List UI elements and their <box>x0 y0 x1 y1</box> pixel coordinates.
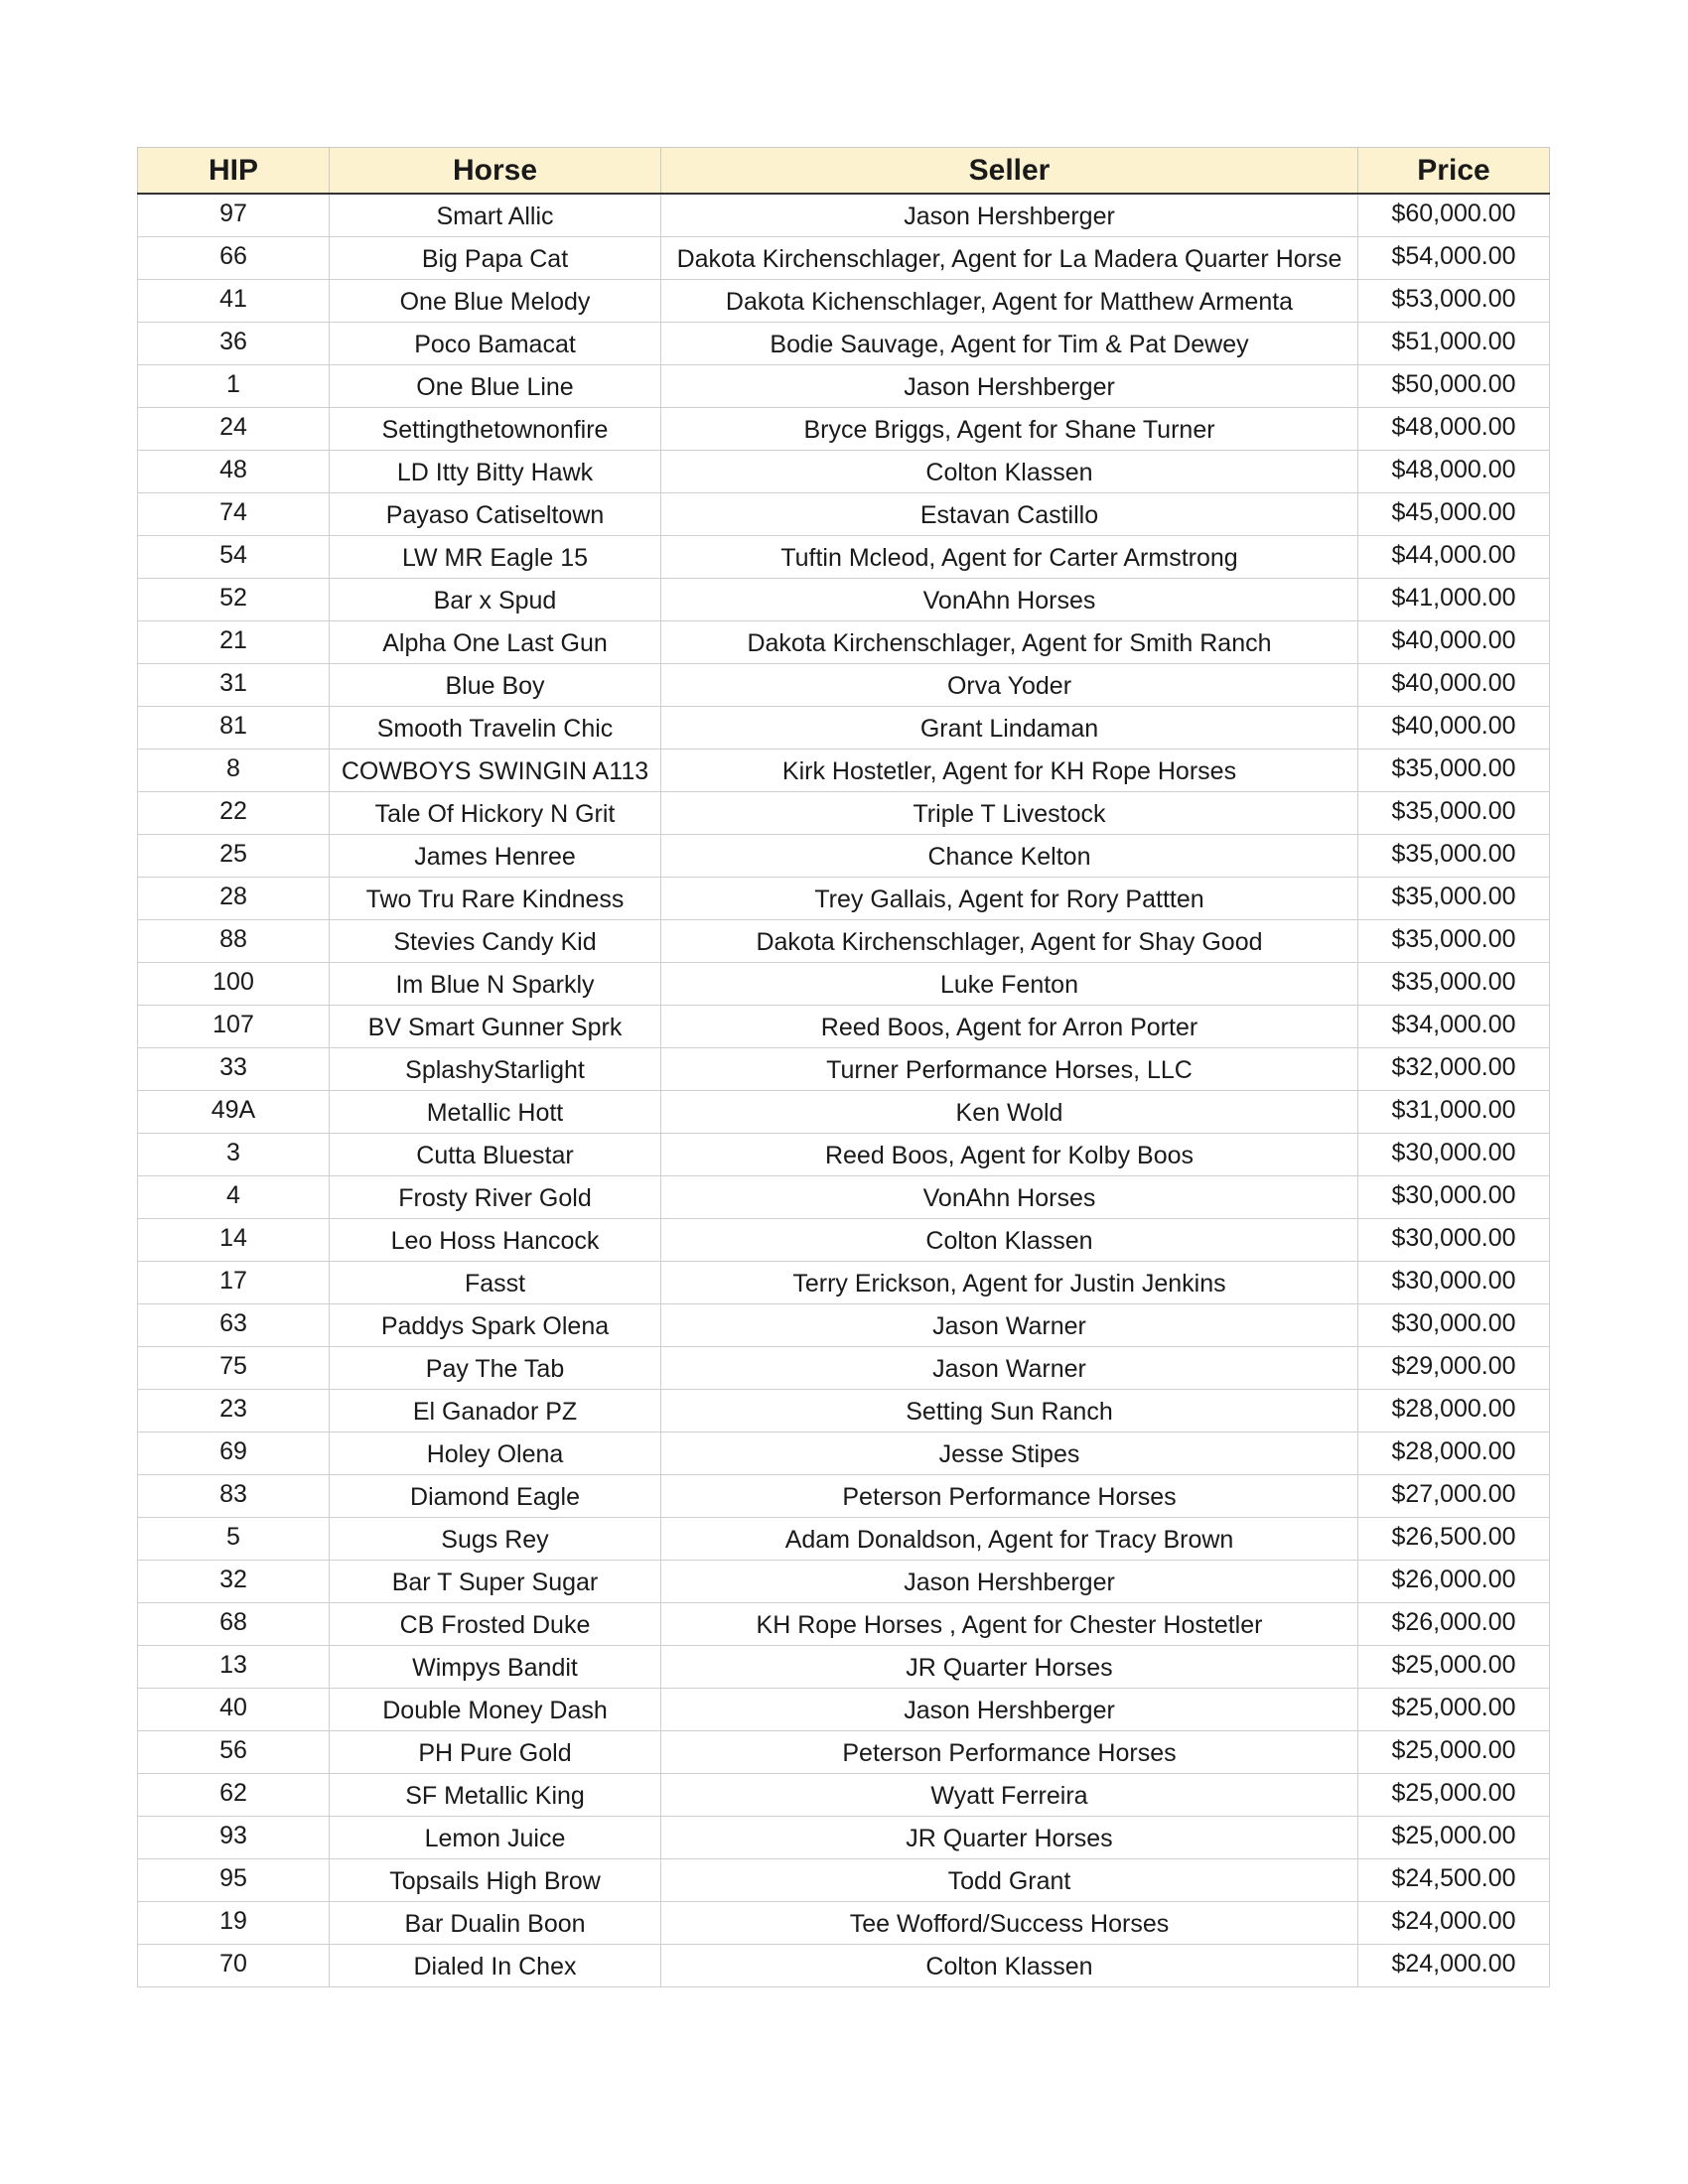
hip-cell: 4 <box>138 1176 330 1219</box>
horse-cell: LD Itty Bitty Hawk <box>330 451 661 493</box>
seller-cell: Peterson Performance Horses <box>661 1475 1358 1518</box>
horse-cell: Smart Allic <box>330 194 661 237</box>
seller-cell: Colton Klassen <box>661 1945 1358 1987</box>
table-row <box>138 1134 1550 1176</box>
seller-cell: VonAhn Horses <box>661 1176 1358 1219</box>
price-cell: $24,000.00 <box>1358 1902 1550 1945</box>
price-cell: $40,000.00 <box>1358 621 1550 664</box>
horse-cell: Cutta Bluestar <box>330 1134 661 1176</box>
price-cell: $30,000.00 <box>1358 1304 1550 1347</box>
seller-cell: Chance Kelton <box>661 835 1358 878</box>
seller-cell: Orva Yoder <box>661 664 1358 707</box>
table-row <box>138 1219 1550 1262</box>
price-cell: $50,000.00 <box>1358 365 1550 408</box>
table-row <box>138 1561 1550 1603</box>
seller-cell: Jason Hershberger <box>661 1689 1358 1731</box>
price-cell: $28,000.00 <box>1358 1390 1550 1433</box>
seller-cell: Turner Performance Horses, LLC <box>661 1048 1358 1091</box>
hip-cell: 28 <box>138 878 330 920</box>
table-row <box>138 579 1550 621</box>
horse-cell: Big Papa Cat <box>330 237 661 280</box>
price-cell: $25,000.00 <box>1358 1646 1550 1689</box>
price-cell: $35,000.00 <box>1358 835 1550 878</box>
price-cell: $31,000.00 <box>1358 1091 1550 1134</box>
price-cell: $26,000.00 <box>1358 1603 1550 1646</box>
price-cell: $35,000.00 <box>1358 878 1550 920</box>
horse-cell: PH Pure Gold <box>330 1731 661 1774</box>
seller-cell: Bryce Briggs, Agent for Shane Turner <box>661 408 1358 451</box>
horse-cell: Double Money Dash <box>330 1689 661 1731</box>
hip-cell: 81 <box>138 707 330 750</box>
hip-cell: 32 <box>138 1561 330 1603</box>
table-row <box>138 1945 1550 1987</box>
price-cell: $24,000.00 <box>1358 1945 1550 1987</box>
horse-cell: SF Metallic King <box>330 1774 661 1817</box>
table-row <box>138 280 1550 323</box>
hip-cell: 8 <box>138 750 330 792</box>
price-cell: $34,000.00 <box>1358 1006 1550 1048</box>
horse-cell: Bar x Spud <box>330 579 661 621</box>
table-row <box>138 750 1550 792</box>
seller-cell: Setting Sun Ranch <box>661 1390 1358 1433</box>
price-cell: $26,000.00 <box>1358 1561 1550 1603</box>
horse-cell: One Blue Line <box>330 365 661 408</box>
table-row <box>138 1304 1550 1347</box>
seller-cell: Estavan Castillo <box>661 493 1358 536</box>
hip-cell: 49A <box>138 1091 330 1134</box>
table-row <box>138 1518 1550 1561</box>
seller-cell: Adam Donaldson, Agent for Tracy Brown <box>661 1518 1358 1561</box>
price-cell: $53,000.00 <box>1358 280 1550 323</box>
table-row <box>138 1006 1550 1048</box>
seller-cell: Jason Warner <box>661 1304 1358 1347</box>
horse-cell: Tale Of Hickory N Grit <box>330 792 661 835</box>
table-row <box>138 920 1550 963</box>
price-cell: $30,000.00 <box>1358 1262 1550 1304</box>
seller-cell: Dakota Kirchenschlager, Agent for La Madera Quarter Horse <box>661 237 1358 280</box>
table-row <box>138 1390 1550 1433</box>
column-header-seller: Seller <box>661 148 1358 195</box>
table-row <box>138 1262 1550 1304</box>
horse-cell: SplashyStarlight <box>330 1048 661 1091</box>
hip-cell: 70 <box>138 1945 330 1987</box>
price-cell: $51,000.00 <box>1358 323 1550 365</box>
table-row <box>138 365 1550 408</box>
hip-cell: 14 <box>138 1219 330 1262</box>
price-cell: $40,000.00 <box>1358 707 1550 750</box>
seller-cell: Reed Boos, Agent for Kolby Boos <box>661 1134 1358 1176</box>
seller-cell: Terry Erickson, Agent for Justin Jenkins <box>661 1262 1358 1304</box>
seller-cell: Ken Wold <box>661 1091 1358 1134</box>
table-row <box>138 1048 1550 1091</box>
hip-cell: 69 <box>138 1433 330 1475</box>
table-row <box>138 536 1550 579</box>
price-cell: $48,000.00 <box>1358 408 1550 451</box>
hip-cell: 31 <box>138 664 330 707</box>
seller-cell: Dakota Kichenschlager, Agent for Matthew Armenta <box>661 280 1358 323</box>
horse-cell: Frosty River Gold <box>330 1176 661 1219</box>
table-row <box>138 835 1550 878</box>
table-row <box>138 1433 1550 1475</box>
seller-cell: Reed Boos, Agent for Arron Porter <box>661 1006 1358 1048</box>
price-cell: $35,000.00 <box>1358 963 1550 1006</box>
seller-cell: JR Quarter Horses <box>661 1817 1358 1859</box>
table-body <box>138 194 1550 1987</box>
hip-cell: 93 <box>138 1817 330 1859</box>
hip-cell: 5 <box>138 1518 330 1561</box>
price-cell: $35,000.00 <box>1358 920 1550 963</box>
hip-cell: 66 <box>138 237 330 280</box>
price-cell: $44,000.00 <box>1358 536 1550 579</box>
horse-cell: Paddys Spark Olena <box>330 1304 661 1347</box>
horse-cell: James Henree <box>330 835 661 878</box>
table-row <box>138 323 1550 365</box>
seller-cell: Triple T Livestock <box>661 792 1358 835</box>
seller-cell: Peterson Performance Horses <box>661 1731 1358 1774</box>
horse-cell: Holey Olena <box>330 1433 661 1475</box>
horse-cell: One Blue Melody <box>330 280 661 323</box>
column-header-price: Price <box>1358 148 1550 195</box>
hip-cell: 17 <box>138 1262 330 1304</box>
sales-results-table <box>137 147 1550 1987</box>
horse-cell: Smooth Travelin Chic <box>330 707 661 750</box>
hip-cell: 41 <box>138 280 330 323</box>
seller-cell: Jason Hershberger <box>661 365 1358 408</box>
seller-cell: VonAhn Horses <box>661 579 1358 621</box>
horse-cell: Settingthetownonfire <box>330 408 661 451</box>
hip-cell: 100 <box>138 963 330 1006</box>
horse-cell: Im Blue N Sparkly <box>330 963 661 1006</box>
table-row <box>138 1603 1550 1646</box>
hip-cell: 56 <box>138 1731 330 1774</box>
hip-cell: 24 <box>138 408 330 451</box>
table-row <box>138 1475 1550 1518</box>
seller-cell: Wyatt Ferreira <box>661 1774 1358 1817</box>
table-row <box>138 1347 1550 1390</box>
seller-cell: Todd Grant <box>661 1859 1358 1902</box>
horse-cell: El Ganador PZ <box>330 1390 661 1433</box>
sales-results-sheet <box>137 147 1549 1987</box>
column-header-horse: Horse <box>330 148 661 195</box>
price-cell: $45,000.00 <box>1358 493 1550 536</box>
price-cell: $27,000.00 <box>1358 1475 1550 1518</box>
hip-cell: 52 <box>138 579 330 621</box>
horse-cell: Metallic Hott <box>330 1091 661 1134</box>
price-cell: $29,000.00 <box>1358 1347 1550 1390</box>
horse-cell: Payaso Catiseltown <box>330 493 661 536</box>
table-row <box>138 194 1550 237</box>
horse-cell: Dialed In Chex <box>330 1945 661 1987</box>
hip-cell: 75 <box>138 1347 330 1390</box>
seller-cell: Dakota Kirchenschlager, Agent for Smith Ranch <box>661 621 1358 664</box>
seller-cell: Dakota Kirchenschlager, Agent for Shay Good <box>661 920 1358 963</box>
table-row <box>138 664 1550 707</box>
hip-cell: 54 <box>138 536 330 579</box>
horse-cell: CB Frosted Duke <box>330 1603 661 1646</box>
hip-cell: 19 <box>138 1902 330 1945</box>
table-row <box>138 1731 1550 1774</box>
price-cell: $48,000.00 <box>1358 451 1550 493</box>
hip-cell: 97 <box>138 194 330 237</box>
hip-cell: 13 <box>138 1646 330 1689</box>
table-row <box>138 237 1550 280</box>
seller-cell: Jesse Stipes <box>661 1433 1358 1475</box>
seller-cell: Tee Wofford/Success Horses <box>661 1902 1358 1945</box>
price-cell: $35,000.00 <box>1358 750 1550 792</box>
table-row <box>138 1689 1550 1731</box>
table-header-row <box>138 148 1550 195</box>
hip-cell: 3 <box>138 1134 330 1176</box>
table-row <box>138 707 1550 750</box>
horse-cell: Poco Bamacat <box>330 323 661 365</box>
hip-cell: 62 <box>138 1774 330 1817</box>
seller-cell: Tuftin Mcleod, Agent for Carter Armstrong <box>661 536 1358 579</box>
horse-cell: Bar T Super Sugar <box>330 1561 661 1603</box>
horse-cell: Topsails High Brow <box>330 1859 661 1902</box>
price-cell: $28,000.00 <box>1358 1433 1550 1475</box>
horse-cell: BV Smart Gunner Sprk <box>330 1006 661 1048</box>
seller-cell: Trey Gallais, Agent for Rory Pattten <box>661 878 1358 920</box>
price-cell: $30,000.00 <box>1358 1219 1550 1262</box>
price-cell: $40,000.00 <box>1358 664 1550 707</box>
hip-cell: 40 <box>138 1689 330 1731</box>
table-row <box>138 408 1550 451</box>
table-row <box>138 493 1550 536</box>
price-cell: $25,000.00 <box>1358 1731 1550 1774</box>
seller-cell: Grant Lindaman <box>661 707 1358 750</box>
hip-cell: 25 <box>138 835 330 878</box>
seller-cell: JR Quarter Horses <box>661 1646 1358 1689</box>
hip-cell: 88 <box>138 920 330 963</box>
table-row <box>138 621 1550 664</box>
hip-cell: 1 <box>138 365 330 408</box>
price-cell: $32,000.00 <box>1358 1048 1550 1091</box>
hip-cell: 36 <box>138 323 330 365</box>
horse-cell: Blue Boy <box>330 664 661 707</box>
horse-cell: Bar Dualin Boon <box>330 1902 661 1945</box>
price-cell: $26,500.00 <box>1358 1518 1550 1561</box>
price-cell: $60,000.00 <box>1358 194 1550 237</box>
hip-cell: 107 <box>138 1006 330 1048</box>
price-cell: $35,000.00 <box>1358 792 1550 835</box>
horse-cell: COWBOYS SWINGIN A113 <box>330 750 661 792</box>
horse-cell: Fasst <box>330 1262 661 1304</box>
seller-cell: Jason Hershberger <box>661 1561 1358 1603</box>
table-row <box>138 451 1550 493</box>
hip-cell: 21 <box>138 621 330 664</box>
horse-cell: Stevies Candy Kid <box>330 920 661 963</box>
hip-cell: 95 <box>138 1859 330 1902</box>
hip-cell: 33 <box>138 1048 330 1091</box>
horse-cell: Alpha One Last Gun <box>330 621 661 664</box>
table-row <box>138 1091 1550 1134</box>
seller-cell: Jason Warner <box>661 1347 1358 1390</box>
hip-cell: 23 <box>138 1390 330 1433</box>
table-row <box>138 1774 1550 1817</box>
table-row <box>138 963 1550 1006</box>
horse-cell: Leo Hoss Hancock <box>330 1219 661 1262</box>
seller-cell: KH Rope Horses , Agent for Chester Hostetler <box>661 1603 1358 1646</box>
seller-cell: Luke Fenton <box>661 963 1358 1006</box>
column-header-hip: HIP <box>138 148 330 195</box>
seller-cell: Kirk Hostetler, Agent for KH Rope Horses <box>661 750 1358 792</box>
seller-cell: Bodie Sauvage, Agent for Tim & Pat Dewey <box>661 323 1358 365</box>
price-cell: $54,000.00 <box>1358 237 1550 280</box>
hip-cell: 74 <box>138 493 330 536</box>
hip-cell: 83 <box>138 1475 330 1518</box>
table-row <box>138 792 1550 835</box>
table-row <box>138 1646 1550 1689</box>
seller-cell: Colton Klassen <box>661 451 1358 493</box>
horse-cell: Lemon Juice <box>330 1817 661 1859</box>
price-cell: $25,000.00 <box>1358 1817 1550 1859</box>
price-cell: $25,000.00 <box>1358 1689 1550 1731</box>
hip-cell: 48 <box>138 451 330 493</box>
price-cell: $25,000.00 <box>1358 1774 1550 1817</box>
horse-cell: Two Tru Rare Kindness <box>330 878 661 920</box>
price-cell: $30,000.00 <box>1358 1176 1550 1219</box>
hip-cell: 68 <box>138 1603 330 1646</box>
horse-cell: LW MR Eagle 15 <box>330 536 661 579</box>
price-cell: $30,000.00 <box>1358 1134 1550 1176</box>
hip-cell: 63 <box>138 1304 330 1347</box>
table-row <box>138 1817 1550 1859</box>
horse-cell: Sugs Rey <box>330 1518 661 1561</box>
table-row <box>138 878 1550 920</box>
horse-cell: Pay The Tab <box>330 1347 661 1390</box>
hip-cell: 22 <box>138 792 330 835</box>
table-row <box>138 1902 1550 1945</box>
price-cell: $24,500.00 <box>1358 1859 1550 1902</box>
table-row <box>138 1176 1550 1219</box>
horse-cell: Wimpys Bandit <box>330 1646 661 1689</box>
horse-cell: Diamond Eagle <box>330 1475 661 1518</box>
table-row <box>138 1859 1550 1902</box>
seller-cell: Colton Klassen <box>661 1219 1358 1262</box>
price-cell: $41,000.00 <box>1358 579 1550 621</box>
seller-cell: Jason Hershberger <box>661 194 1358 237</box>
